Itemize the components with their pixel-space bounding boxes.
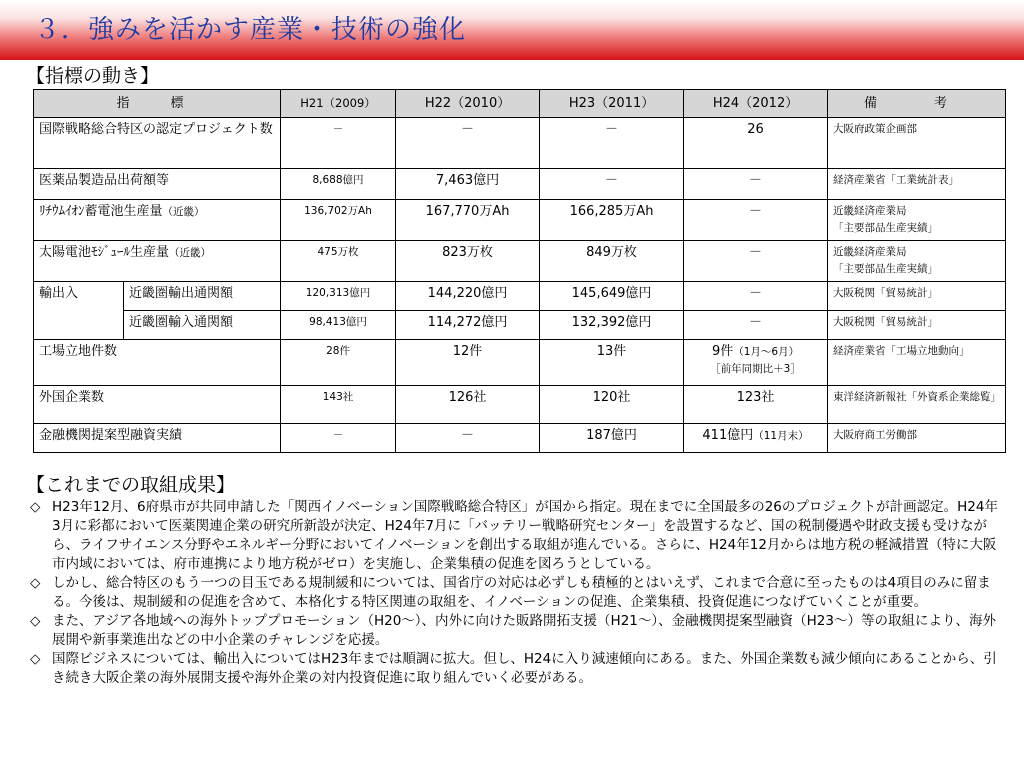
table-row — [34, 282, 1006, 311]
paragraph-text: 国際ビジネスについては、輸出入についてはH23年までは順調に拡大。但し、H24に入り減速傾向にある。また、外国企業数も減少傾向にあることから、引き続き大阪企業の海外展開支援や海外企業の対内投資促進に取り組んでいく必要がある。 — [52, 651, 997, 686]
table-row — [34, 340, 1006, 386]
cell-h21: － — [281, 118, 396, 169]
table-row — [34, 386, 1006, 424]
section-heading-achievements: 【これまでの取組成果】 — [26, 474, 236, 496]
cell-h24: － — [684, 241, 828, 282]
cell-h23: 187億円 — [540, 424, 684, 453]
table-row — [34, 241, 1006, 282]
row-label: 近畿圏輸出通関額 — [124, 282, 281, 311]
diamond-bullet-icon: ◇ — [30, 499, 41, 515]
cell-h24-sub: （11月末） — [753, 430, 809, 442]
header-indicator: 指 標 — [34, 90, 281, 118]
cell-h24: － — [684, 200, 828, 241]
cell-h21: 98,413億円 — [281, 311, 396, 340]
cell-h24-main: 411億円 — [702, 428, 754, 443]
cell-note: 経済産業省「工業統計表」 — [828, 169, 1006, 200]
paragraph-text: H23年12月、6府県市が共同申請した「関西イノベーション国際戦略総合特区」が国から指定。現在までに全国最多の26のプロジェクトが計画認定。H24年3月に彩都において医薬関連企業の研究所新設が決定、H24年7月に「バッテリー戦略研究センター」を設置するなど、国の税制優遇や財政支援も受けながら、ライフサイエンス分野やエネルギー分野においてイノベーションを創出する取組が進んでいる。さらに、H24年12月からは地方税の軽減措置（特に大阪市内域においては、府市連携により地方税がゼロ）を実施し、企業集積の促進を図ろうとしている。 — [52, 499, 998, 572]
paragraph-3 — [26, 612, 1006, 650]
diamond-bullet-icon: ◇ — [30, 613, 41, 629]
row-label: 金融機関提案型融資実績 — [34, 424, 281, 453]
row-label: 工場立地件数 — [34, 340, 281, 386]
cell-note: 東洋経済新報社「外資系企業総覧」 — [828, 386, 1006, 424]
cell-h24: 123社 — [684, 386, 828, 424]
header-h24: H24（2012） — [684, 90, 828, 118]
cell-h22: 167,770万Ah — [396, 200, 540, 241]
cell-h22: － — [396, 118, 540, 169]
cell-h21: 8,688億円 — [281, 169, 396, 200]
table-row — [34, 311, 1006, 340]
row-label — [34, 200, 281, 241]
header-h22: H22（2010） — [396, 90, 540, 118]
cell-h23: 13件 — [540, 340, 684, 386]
cell-h24-main: 9件 — [711, 344, 734, 359]
row-label: 国際戦略総合特区の認定プロジェクト数 — [34, 118, 281, 169]
row-label-main: 太陽電池ﾓｼﾞｭｰﾙ生産量 — [39, 245, 170, 260]
cell-h21: 136,702万Ah — [281, 200, 396, 241]
cell-h23: － — [540, 118, 684, 169]
cell-h21: － — [281, 424, 396, 453]
cell-h23: 132,392億円 — [540, 311, 684, 340]
cell-h22: 144,220億円 — [396, 282, 540, 311]
table-row — [34, 118, 1006, 169]
cell-h23: 145,649億円 — [540, 282, 684, 311]
cell-note: 大阪税関「貿易統計」 — [828, 311, 1006, 340]
cell-h22: － — [396, 424, 540, 453]
paragraph-4 — [26, 650, 1006, 688]
diamond-bullet-icon: ◇ — [30, 575, 41, 591]
cell-h24: － — [684, 282, 828, 311]
cell-h21: 120,313億円 — [281, 282, 396, 311]
cell-h24 — [684, 340, 828, 386]
cell-note: 経済産業省「工場立地動向」 — [828, 340, 1006, 386]
row-group-label: 輸出入 — [34, 282, 124, 340]
header-h21: H21（2009） — [281, 90, 396, 118]
row-label-main: ﾘﾁｳﾑｲｵﾝ蓄電池生産量 — [39, 204, 163, 219]
cell-note: 大阪府政策企画部 — [828, 118, 1006, 169]
cell-h22: 7,463億円 — [396, 169, 540, 200]
cell-h24 — [684, 424, 828, 453]
paragraph-text: しかし、総合特区のもう一つの目玉である規制緩和については、国省庁の対応は必ずしも積極的とはいえず、これまで合意に至ったものは4項目のみに留まる。今後は、規制緩和の促進を含めて、本格化する特区関連の取組を、イノベーションの促進、企業集積、投資促進につなげていくことが重要。 — [52, 575, 991, 610]
cell-h24: － — [684, 169, 828, 200]
cell-note: 近畿経済産業局 「主要部品生産実績」 — [828, 241, 1006, 282]
row-label-sub: （近畿） — [169, 247, 212, 259]
table-row — [34, 200, 1006, 241]
table-row — [34, 424, 1006, 453]
cell-h23: 849万枚 — [540, 241, 684, 282]
diamond-bullet-icon: ◇ — [30, 651, 41, 667]
cell-note: 大阪府商工労働部 — [828, 424, 1006, 453]
cell-h22: 823万枚 — [396, 241, 540, 282]
cell-h23: － — [540, 169, 684, 200]
cell-h22: 126社 — [396, 386, 540, 424]
cell-note: 大阪税関「貿易統計」 — [828, 282, 1006, 311]
row-label: 外国企業数 — [34, 386, 281, 424]
section-heading-indicators: 【指標の動き】 — [26, 65, 160, 87]
row-label — [34, 241, 281, 282]
page-title: ３．強みを活かす産業・技術の強化 — [34, 15, 467, 45]
header-h23: H23（2011） — [540, 90, 684, 118]
table-header-row — [34, 90, 1006, 118]
cell-h21: 143社 — [281, 386, 396, 424]
paragraph-text: また、アジア各地域への海外トッププロモーション（H20～）、内外に向けた販路開拓支援（H21～）、金融機関提案型融資（H23～）等の取組により、海外展開や新事業進出などの中小企業のチャレンジを応援。 — [52, 613, 996, 648]
row-label: 医薬品製造品出荷額等 — [34, 169, 281, 200]
cell-h22: 12件 — [396, 340, 540, 386]
achievements-body — [26, 498, 1006, 688]
cell-h21: 475万枚 — [281, 241, 396, 282]
cell-h23: 166,285万Ah — [540, 200, 684, 241]
cell-h24-sub: （1月～6月） — [733, 346, 800, 358]
paragraph-1 — [26, 498, 1006, 574]
cell-h21: 28件 — [281, 340, 396, 386]
cell-note: 近畿経済産業局 「主要部品生産実績」 — [828, 200, 1006, 241]
cell-h24: 26 — [684, 118, 828, 169]
paragraph-2 — [26, 574, 1006, 612]
indicator-table — [33, 89, 1006, 453]
cell-h23: 120社 — [540, 386, 684, 424]
table-row — [34, 169, 1006, 200]
row-label-sub: （近畿） — [162, 206, 205, 218]
cell-h22: 114,272億円 — [396, 311, 540, 340]
row-label: 近畿圏輸入通関額 — [124, 311, 281, 340]
header-note: 備 考 — [828, 90, 1006, 118]
cell-h24-comparison: ［前年同期比＋3］ — [710, 363, 801, 375]
cell-h24: － — [684, 311, 828, 340]
